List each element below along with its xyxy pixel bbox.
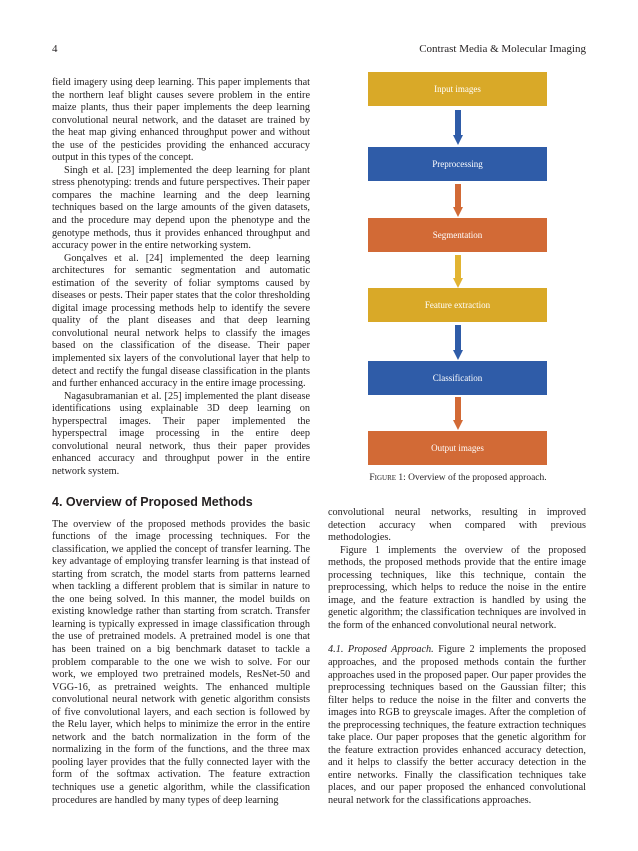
section-paragraph: The overview of the proposed methods provides the basic functions of the image processing techniques. For the classification, we applied the concept of transfer learning. The key advantage of employing transfer learning is that instead of starting from scratch, the model starts from patterns learned when tackling a different problem that is similar in nature to the one being solved. In this manner, the model builds on existing knowledge rather than starting from scratch. Transfer learning is typically expressed in image classification through the use of pretrained models. A pretrained model is one that has been trained on a big benchmark dataset to tackle a problem comparable to the one we wish to solve. For our work, we employed two pretrained models, ResNet-50 and VGG-16, as pretrained weights. The enhanced multiple convolutional neural network with genetic algorithm consists of five convolutional layers, and each section is followed by the Relu layer, which helps to minimize the error in the entire network and the batch normalization in the form of the normalizing in the form of the functions, and the three max pooling layer provides that the fully connected layer with the form of the softmax activation. The feature extraction techniques use a genetic algorithm, while the classification procedures are handled by many types of deep learning <box>52 518 310 806</box>
flow-arrow-5 <box>453 397 463 430</box>
paragraph-continued: field imagery using deep learning. This paper implements that the northern leaf blight causes severe problem in the entire maize plants, thus their paper implements the deep learning convolutional neural network, and the dataset are trained by the heat map giving enhanced throughput power and without the use of the pesticides providing the enhanced accuracy output in this types of the concept. <box>52 77 310 164</box>
flow-arrow-3 <box>453 255 463 288</box>
right-column <box>328 507 586 808</box>
caption-number: 1: <box>396 473 409 483</box>
caption-label: Figure <box>369 473 397 483</box>
paragraph-figure-1: Figure 1 implements the overview of the proposed methods, the proposed methods provide that the entire image processing techniques, like this technique, contain the preprocessing, which helps to reduce the noise in the entire image, and the feature extraction is handled by using the genetic algorithm; the classification techniques are involved in the form of the enhanced convolutional neural network. <box>328 544 586 631</box>
figure-1-flowchart <box>330 72 586 472</box>
subsection-heading: 4.1. Proposed Approach. <box>328 644 434 656</box>
flow-box-output-images: Output images <box>368 431 547 465</box>
paragraph-goncalves: Gonçalves et al. [24] implemented the deep learning architectures for semantic segmentation and automatic estimation of the severity of foliar symptoms caused by diseases or pests. Their paper states that the color thresholding digital image processing methods help to identify the severe quality of the plant diseases and that deep learning convolutional neural network helps to classify the images based on the classification of the disease. Their paper implemented six layers of the convolutional layer that help to detect and rectify the fungal disease classification in the plants and further enhanced accuracy in the entire image processing. <box>52 252 310 390</box>
flow-arrow-4 <box>453 325 463 360</box>
paragraph-proposed-approach <box>328 644 586 807</box>
flow-box-segmentation: Segmentation <box>368 218 547 252</box>
flow-box-preprocessing: Preprocessing <box>368 147 547 181</box>
figure-caption <box>330 473 586 483</box>
caption-text: Overview of the proposed approach. <box>408 473 547 483</box>
flow-box-classification: Classification <box>368 361 547 395</box>
section-heading: 4. Overview of Proposed Methods <box>52 494 253 509</box>
paragraph-singh: Singh et al. [23] implemented the deep learning for plant stress phenotyping: trends and future perspectives. Their paper compares the machine learning and the deep learning techniques based on the large amounts of the given datasets, and the procedure may depend upon the phenotype and the genotype methods, thus it provides enhanced throughput and accuracy power in the entire networking system. <box>52 164 310 252</box>
flow-box-feature-extraction: Feature extraction <box>368 288 547 322</box>
flow-arrow-1 <box>453 110 463 145</box>
left-column <box>52 77 310 807</box>
subsection-text: Figure 2 implements the proposed approaches, and the proposed methods contain the further approaches used in the proposed paper. Our paper provides the preprocessing techniques based on the Gaussian filter; this filter helps to reduce the noise in the filter and converts the images into RGB to greyscale images. After the completion of the preprocessing techniques, the feature extraction techniques take place. Our paper proposes that the genetic algorithm for the feature extraction provides enhanced accuracy detection, and it helps to classify the better accuracy detection in the entire networks. Finally the classification techniques take places, and our paper proposed the enhanced convolutional neural network for the classifications approaches. <box>328 644 586 807</box>
page-number: 4 <box>52 43 58 55</box>
paragraph-nagasubramanian: Nagasubramanian et al. [25] implemented the plant disease identifications using explainable 3D deep learning on hyperspectral images. Their paper implemented the hyperspectral image processing in the entire deep convolutional neural network, thus their paper provides enhanced accuracy and throughput power in the entire network system. <box>52 390 310 477</box>
flow-arrow-2 <box>453 184 463 217</box>
running-header <box>52 43 586 59</box>
flow-box-input-images: Input images <box>368 72 547 106</box>
paragraph-continued-right: convolutional neural networks, resulting in improved detection accuracy when compared with previous methodologies. <box>328 507 586 544</box>
journal-title: Contrast Media & Molecular Imaging <box>419 43 586 55</box>
